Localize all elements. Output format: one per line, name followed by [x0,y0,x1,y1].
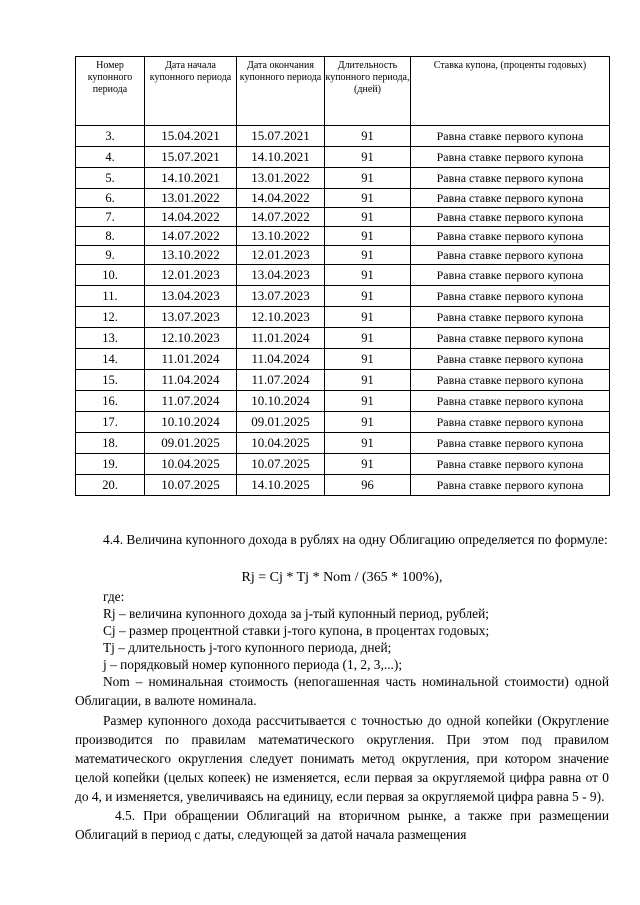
cell-end-date: 13.10.2022 [237,227,325,246]
cell-end-date: 10.04.2025 [237,433,325,454]
cell-coupon-rate: Равна ставке первого купона [411,189,610,208]
cell-start-date: 10.07.2025 [145,475,237,496]
table-row [76,126,610,147]
cell-period-number: 5. [76,168,145,189]
cell-coupon-rate: Равна ставке первого купона [411,391,610,412]
cell-period-number: 17. [76,412,145,433]
definition-rj: Rj – величина купонного дохода за j-тый купонный период, рублей; [103,606,489,621]
header-coupon-rate: Ставка купона, (проценты годовых) [411,57,610,126]
cell-end-date: 15.07.2021 [237,126,325,147]
cell-duration: 91 [325,126,411,147]
cell-period-number: 12. [76,307,145,328]
cell-duration: 91 [325,454,411,475]
cell-coupon-rate: Равна ставке первого купона [411,433,610,454]
cell-start-date: 10.10.2024 [145,412,237,433]
cell-start-date: 14.07.2022 [145,227,237,246]
cell-period-number: 8. [76,227,145,246]
table-row [76,307,610,328]
cell-end-date: 14.10.2025 [237,475,325,496]
cell-end-date: 13.04.2023 [237,265,325,286]
cell-duration: 91 [325,227,411,246]
cell-start-date: 11.07.2024 [145,391,237,412]
definition-cj: Cj – размер процентной ставки j-того купона, в процентах годовых; [103,623,490,638]
cell-period-number: 14. [76,349,145,370]
cell-start-date: 15.07.2021 [145,147,237,168]
cell-duration: 91 [325,147,411,168]
cell-start-date: 12.01.2023 [145,265,237,286]
cell-end-date: 11.01.2024 [237,328,325,349]
table-row [76,265,610,286]
cell-duration: 96 [325,475,411,496]
cell-end-date: 09.01.2025 [237,412,325,433]
cell-period-number: 20. [76,475,145,496]
cell-end-date: 12.01.2023 [237,246,325,265]
cell-period-number: 11. [76,286,145,307]
cell-coupon-rate: Равна ставке первого купона [411,454,610,475]
table-row [76,286,610,307]
cell-duration: 91 [325,349,411,370]
cell-end-date: 12.10.2023 [237,307,325,328]
header-duration: Длительность купонного периода, (дней) [325,57,411,126]
cell-start-date: 09.01.2025 [145,433,237,454]
rounding-paragraph: Размер купонного дохода рассчитывается с точностью до одной копейки (Округление производится по правилам математического округления. При этом под правилом математического округления следует понимать метод округления, при котором значение целой копейки (целых копеек) не изменяется, если первая за округляемой цифра равна от 0 до 4, и изменяется, увеличиваясь на единицу, если первая за округляемой цифра равна 5 - 9). [75,713,609,804]
cell-end-date: 14.04.2022 [237,189,325,208]
coupon-formula: Rj = Cj * Tj * Nom / (365 * 100%), [241,570,443,585]
table-row [76,391,610,412]
paragraph-4-5: 4.5. При обращении Облигаций на вторичном рынке, а также при размещении Облигаций в период с даты, следующей за датой начала размещения [75,808,609,842]
cell-end-date: 14.07.2022 [237,208,325,227]
cell-period-number: 10. [76,265,145,286]
cell-end-date: 13.07.2023 [237,286,325,307]
cell-start-date: 11.04.2024 [145,370,237,391]
cell-coupon-rate: Равна ставке первого купона [411,370,610,391]
table-row [76,189,610,208]
table-row [76,454,610,475]
table-row [76,328,610,349]
cell-period-number: 16. [76,391,145,412]
table-row [76,349,610,370]
cell-duration: 91 [325,328,411,349]
cell-start-date: 13.07.2023 [145,307,237,328]
cell-start-date: 13.01.2022 [145,189,237,208]
cell-period-number: 4. [76,147,145,168]
cell-coupon-rate: Равна ставке первого купона [411,412,610,433]
cell-period-number: 13. [76,328,145,349]
cell-coupon-rate: Равна ставке первого купона [411,227,610,246]
cell-coupon-rate: Равна ставке первого купона [411,246,610,265]
header-period-number: Номер купонного периода [76,57,145,126]
table-row [76,246,610,265]
cell-period-number: 15. [76,370,145,391]
cell-start-date: 13.10.2022 [145,246,237,265]
cell-coupon-rate: Равна ставке первого купона [411,168,610,189]
cell-coupon-rate: Равна ставке первого купона [411,475,610,496]
cell-end-date: 10.07.2025 [237,454,325,475]
cell-coupon-rate: Равна ставке первого купона [411,349,610,370]
table-row [76,208,610,227]
cell-start-date: 15.04.2021 [145,126,237,147]
cell-period-number: 3. [76,126,145,147]
cell-duration: 91 [325,433,411,454]
cell-start-date: 14.10.2021 [145,168,237,189]
cell-period-number: 18. [76,433,145,454]
header-start-date: Дата начала купонного периода [145,57,237,126]
cell-duration: 91 [325,391,411,412]
cell-end-date: 11.04.2024 [237,349,325,370]
cell-start-date: 14.04.2022 [145,208,237,227]
cell-duration: 91 [325,168,411,189]
table-row [76,412,610,433]
cell-duration: 91 [325,412,411,433]
cell-coupon-rate: Равна ставке первого купона [411,328,610,349]
definition-nom: Nom – номинальная стоимость (непогашенная часть номинальной стоимости) одной Облигации, в валюте номинала. [75,674,609,708]
paragraph-4-4: 4.4. Величина купонного дохода в рублях на одну Облигацию определяется по формуле: [103,532,608,547]
header-end-date: Дата окончания купонного периода [237,57,325,126]
cell-period-number: 6. [76,189,145,208]
cell-start-date: 13.04.2023 [145,286,237,307]
cell-duration: 91 [325,265,411,286]
cell-coupon-rate: Равна ставке первого купона [411,307,610,328]
cell-end-date: 13.01.2022 [237,168,325,189]
cell-period-number: 7. [76,208,145,227]
table-header-row [76,57,610,126]
cell-coupon-rate: Равна ставке первого купона [411,147,610,168]
cell-period-number: 19. [76,454,145,475]
cell-period-number: 9. [76,246,145,265]
cell-start-date: 12.10.2023 [145,328,237,349]
cell-duration: 91 [325,286,411,307]
definition-j: j – порядковый номер купонного периода (1, 2, 3,...); [103,657,403,672]
cell-end-date: 10.10.2024 [237,391,325,412]
table-row [76,168,610,189]
cell-duration: 91 [325,307,411,328]
table-row [76,370,610,391]
cell-coupon-rate: Равна ставке первого купона [411,286,610,307]
cell-duration: 91 [325,208,411,227]
cell-coupon-rate: Равна ставке первого купона [411,126,610,147]
cell-coupon-rate: Равна ставке первого купона [411,265,610,286]
cell-coupon-rate: Равна ставке первого купона [411,208,610,227]
cell-duration: 91 [325,246,411,265]
table-row [76,147,610,168]
cell-start-date: 10.04.2025 [145,454,237,475]
coupon-schedule-table [75,56,610,496]
where-label: где: [103,589,125,604]
cell-start-date: 11.01.2024 [145,349,237,370]
table-row [76,227,610,246]
cell-duration: 91 [325,189,411,208]
cell-end-date: 11.07.2024 [237,370,325,391]
cell-end-date: 14.10.2021 [237,147,325,168]
table-row [76,475,610,496]
table-row [76,433,610,454]
cell-duration: 91 [325,370,411,391]
definition-tj: Tj – длительность j-того купонного периода, дней; [103,640,392,655]
